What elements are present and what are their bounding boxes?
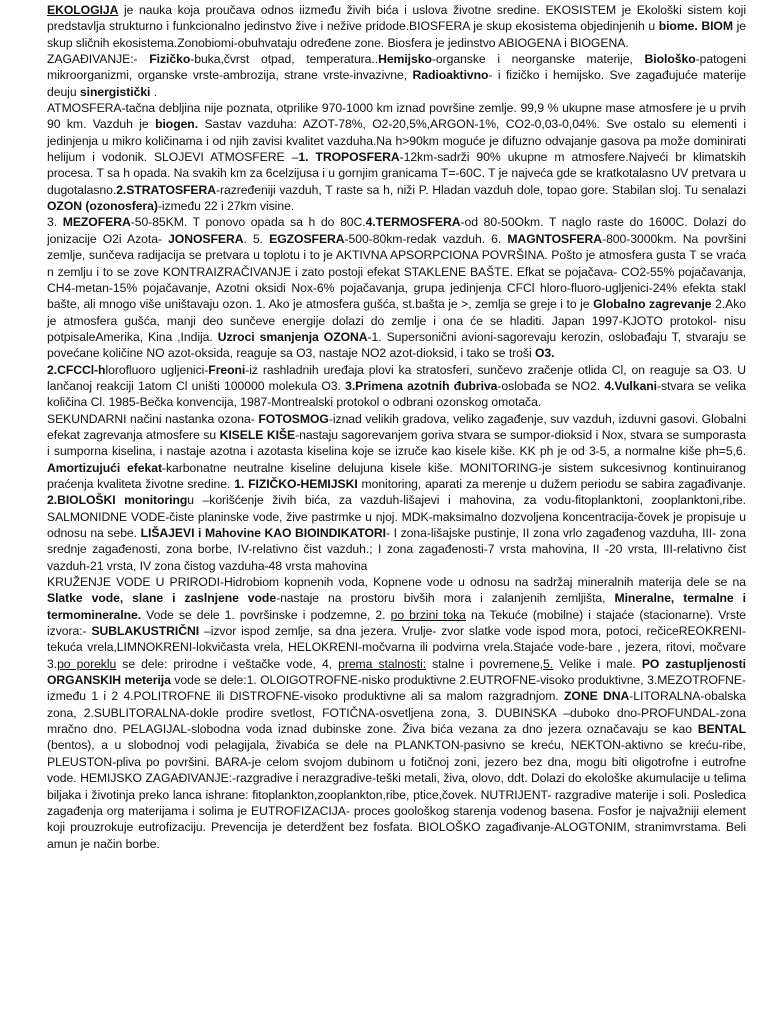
text-run: -karbonatne neutralne kiseline delujuna kisele kiše. MONITORING-je sistem sukcesivnog kontinuiranog praćenja kvaliteta životne sredine.: [47, 460, 746, 491]
bold-text: JONOSFERA: [168, 231, 244, 246]
text-run: –izvor ispod zemlje, sa dna jezera. Vrulje- zvor slatke vode ispod mora, potoci, rečiceREOKRENI-tekuća vrela,LIMNOKRENI-lokvičasta vrela, HELOKRENI-močvarna ili podvirna vrela.Stajaće vode-bare , jezera, ritovi, močvare 3.: [47, 624, 746, 671]
bold-text: LIŠAJEVI i Mahovine KAO BIOINDIKATORI: [140, 526, 387, 540]
underlined-text: 5.: [543, 656, 554, 671]
text-run: -nastaju sagorevanjem goriva stvara se sumpor-dioksid i Nox, stvara se sumporasta i sumporna kiselina, i nastaje azotna i azotasta kiselina koje se izruče kao kisele kiše. KK ph je od 3-5, a normalne kiše ph=5,6.: [47, 427, 746, 459]
text-run: Vode se dele 1. površinske i podzemne, 2.: [141, 607, 391, 622]
bold-text: O3.: [534, 346, 555, 361]
text-run: monitoring, aparati za merenje u dužem periodu se sabira zagađivanje.: [357, 476, 746, 491]
text-run: -od 80-50Okm. T naglo raste do 1600C. Dolazi do jonizacije O2i Azota-: [47, 215, 746, 246]
bold-text: OZON (ozonosfera): [47, 199, 158, 214]
text-run: -razređeniji vazduh, T raste sa h, niži P. Hladan vazduh dole, topao gore. Stabilan sloj. Tu senalazi: [216, 182, 746, 197]
text-run: .: [150, 84, 158, 99]
bold-text: Slatke vode, slane i zaslnjene vode: [47, 591, 277, 606]
underlined-text: po poreklu: [57, 656, 117, 671]
text-run: stalne i povremene,: [426, 656, 544, 671]
underlined-text: po brzini toka: [390, 607, 466, 622]
bold-text: 2.BIOLOŠKI monitoring: [47, 493, 188, 508]
bold-text: sinergistički: [79, 84, 151, 99]
text-run: -oslobađa se NO2.: [497, 378, 605, 393]
text-run: -nastaje na prostoru bivših mora i zalanjenih zemljišta,: [276, 591, 615, 606]
text-run: SEKUNDARNI načini nastanka ozona-: [47, 411, 259, 426]
text-run: je skup sličnih ekosistema.Zonobiomi-obuhvataju određene zone. Biosfera je jedinstvo ABIOGENA i BIOGENA.: [47, 19, 746, 50]
bold-text: 4.Vulkani: [604, 378, 657, 393]
text-run: KRUŽENJE VODE U PRIRODI-Hidrobiom kopnenih voda, Kopnene vode u odnosu na sadržaj mineralnih materija dele se na: [47, 575, 746, 590]
text-run: - I zona-lišajske pustinje, II zona vrlo zagađenog vazduha, III- zona srednje zagađenosti, zona borbe, IV-relativno čist vazduh.; I zona zagađenosti-7 vrsta mahovina, II -20 vrsta, III-relativno čist vazduh-21 vrsta, IV zona čistog vazduha-48 vrsta mahovina: [47, 526, 746, 573]
text-run: -iz rashladnih uređaja plovi ka stratosferi, sunčevo zračenje otlida Cl, on reaguje sa O3. U lančanoj reakciji 1atom Cl uništi 100000 molekula O3.: [47, 362, 746, 393]
paragraph: [47, 411, 746, 574]
bold-text: BENTAL: [697, 722, 746, 737]
text-run: -800-3000km. Na površini zemlje, sunčeva radijacija se pretvara u toplotu i to je AKTIVNA APSORPCIONA POVRŠINA. Pošto je atmosfera gusta T se vraća n zemlju i to se zove KONTRAIZRAČIVANJE i zato postoji efekat STAKLENE BAŠTE. Efkat se pojačava- CO2-55% pojačavanja, CH4-metan-15% pojačavanje, Azotni oksidi Nox-6% pojačavanja, grupa jedinjenja CFCl hloro-fluoro-ugljenici-24% efekta stakl bašte, ali mnogo više uništavaju ozon. 1. Ako je atmosfera gušća, st.bašta je >, zemlja se greje i to je: [47, 231, 746, 312]
text-run: Velike i male.: [553, 656, 642, 671]
bold-text: Uzroci smanjenja OZONA: [217, 329, 368, 344]
bold-text: Mineralne, termalne i termomineralne.: [47, 591, 746, 622]
text-run: je nauka koja proučava odnos iizmeđu živih bića i uslova životne sredine. EKOSISTEM je Ekološki sistem koji predstavlja strukturno i funkcionalno jedinstvo žive i nežive pridode.BIOSFERA je skup ekosistema objedinjenih u: [47, 3, 746, 34]
bold-text: ZONE DNA: [564, 689, 630, 704]
paragraph: [47, 100, 746, 214]
bold-text: EKOLOGIJA: [47, 3, 119, 17]
text-run: -50-85KM. T ponovo opada sa h do 80C.: [130, 215, 366, 230]
text-run: -iznad velikih gradova, veliko zagađenje, suv vazduh, izduvni gasovi. Globalni efekat zagrevanja atmosfere su: [47, 411, 746, 442]
text-run: -LITORALNA-obalska zona, 2.SUBLITORALNA-dokle prodire svetlost, FOTIČNA-osvetljena zona, 3. DUBINSKA –duboko dno-PROFUNDAL-zona mračno dno. PELAGIJAL-slobodna voda iznad dubinske zone. Živa bića vezana za dno jezera označavaju se kao: [47, 689, 747, 737]
underlined-text: prema stalnosti:: [338, 656, 427, 671]
bold-text: 4.TERMOSFERA: [365, 215, 461, 230]
text-run: -patogeni mikroorganizmi, organske vrste-ambrozija, strane vrste-invazivne,: [47, 52, 746, 83]
bold-text: MEZOFERA: [62, 215, 131, 230]
bold-text: Fizičko: [149, 52, 191, 67]
bold-text: 2.STRATOSFERA: [116, 182, 216, 197]
bold-text: biome.: [658, 19, 698, 34]
text-run: ZAGAĐIVANJE:-: [47, 52, 150, 67]
bold-text: Freoni: [208, 362, 246, 377]
bold-text: biogen.: [155, 117, 199, 132]
text-run: -500-80km-redak vazduh. 6.: [344, 231, 508, 246]
text-run: . 5.: [243, 231, 270, 246]
text-run: se dele: prirodne i veštačke vode, 4,: [116, 656, 339, 671]
bold-text: Biološko: [644, 52, 696, 67]
bold-text: BIOM: [701, 19, 733, 34]
bold-text: 2.CFCCl-h: [47, 362, 106, 377]
text-run: -12km-sadrži 90% ukupne m atmosfere.Najveći br klimatskih procesa. T sa h opada. Na svakih km za 6celzijusa i u gornjim granicama T=-60C. T je najveća gde se kratkotalasno UV pretvara u dugotalasno.: [47, 150, 746, 197]
paragraph: [47, 51, 746, 100]
bold-text: Globalno zagrevanje: [593, 297, 712, 312]
bold-text: Hemijsko: [378, 52, 432, 67]
text-run: - i fizičko i hemijsko. Sve zagađujuće materije deuju: [47, 68, 746, 99]
bold-text: 3.Primena azotnih đubriva: [345, 378, 498, 393]
text-run: u –korišćenje živih bića, za vazduh-lišajevi i mahovina, za vodu-fitoplanktoni, zooplanktoni,ribe. SALMONIDNE VODE-čiste planinske vode, žive pastrmke u njoj. MDK-maksimalno dozvoljena koncentracija-čovek je propisuje u odnosu na sebe.: [47, 493, 746, 540]
bold-text: KISELE KIŠE: [219, 427, 296, 442]
paragraph: [47, 2, 746, 51]
paragraph: [47, 214, 746, 361]
text-run: ATMOSFERA-tačna debljina nije poznata, otprilike 970-1000 km iznad površine zemlje. 99,9 % ukupne mase atmosfere je u prvih 90 km. Vazduh je: [47, 101, 746, 132]
text-run: (bentos), a u slobodnoj vodi pelagijala, živabića se dele na PLANKTON-pasivno se kreću, NEKTON-aktivno se kreću-ribe, PLEUSTON-pliva po površini. BARA-je celom svojom dubinom u fotičnoj zoni, jezero bez dna, mogu biti oligotrofne i eutrofne vode. HEMIJSKO ZAGAĐIVANJE:-razgradive i nerazgradive-teški metali, živa, olovo, ddt. Dolazi do ekološke akumulacije u telima biljaka i životinja preko lanca ishrane: fitoplankton,zooplankton,ribe, ptice,čovek. NUTRIJENT- razgradive materije i soli. Posledica zagađenja org materijama i solima je EUTROFIZACIJA- proces goološkog starenja vodenog basena. Fosfor je najvažniji element koji prouzrokuje eutrofizaciju. Prevencija je deterdžent bez fosfata. BIOLOŠKO zagađivanje-ALOGTONIM, stranimvrstama. Beli amun je način borbe.: [47, 738, 746, 851]
text-run: na Tekuće (mobilne) i stajaće (stacionarne). Vrste izvora:-: [47, 607, 747, 639]
bold-text: Radioaktivno: [412, 68, 489, 83]
text-run: -stvara se velika količina Cl. 1985-Bečka konvencija, 1987-Montrealski protokol o odbrani ozonskog omotača.: [47, 378, 747, 410]
bold-text: SUBLAKUSTRIČNI: [91, 624, 200, 639]
bold-text: PO zastupljenosti ORGANSKIH meterija: [47, 656, 746, 688]
text-run: -buka,čvrst otpad, temperatura..: [190, 52, 379, 67]
bold-text: MAGNTOSFERA: [507, 231, 603, 246]
bold-text: FOTOSMOG: [258, 411, 329, 426]
text-run: -1. Supersonični avioni-sagorevaju kerozin, oslobađaju T, stvaraju se povećane količine NO azot-oksida, reaguje sa O3, nastaje NO2 azot-dioksid, i tako se troši: [47, 329, 746, 361]
text-run: -organske i neorganske materije,: [431, 52, 645, 67]
bold-text: Amortizujući efekat: [47, 460, 162, 475]
text-run: Sastav vazduha: AZOT-78%, O2-20,5%,ARGON-1%, CO2-0,03-0,04%. Sve ostalo su elementi i jedinjenja u mikro količinama i od njih zavisi kvalitet vazduha.Na h>90km moguće je difuzno odvajanje gasova pa može dominirati helijum i vodonik. SLOJEVI ATMOSFERE –: [47, 117, 746, 165]
bold-text: EGZOSFERA: [269, 231, 345, 246]
paragraph: [47, 574, 746, 852]
text-run: 3.: [47, 215, 63, 230]
text-run: vode se dele:1. OLOIGOTROFNE-nisko produktivne 2.EUTROFNE-visoko produktivne, 3.MEZOTROFNE-između 1 i 2 4.POLITROFNE ili DISTROFNE-visoko produktivne ali sa malom razgradnjom.: [47, 673, 747, 704]
bold-text: 1. FIZIČKO-HEMIJSKI: [234, 476, 358, 491]
text-run: -između 22 i 27km visine.: [157, 199, 295, 214]
paragraph: [47, 362, 746, 411]
text-run: lorofluoro ugljenici-: [105, 362, 209, 377]
bold-text: 1. TROPOSFERA: [298, 150, 400, 165]
text-run: 2.Ako je atmosfera gušća, manji deo sunčeve energije dolazi do zemlje i ona će se hladiti. Japan 1997-KJOTO protokol- nisu potpisaleAmerika, Kina ,Indija.: [47, 297, 746, 344]
